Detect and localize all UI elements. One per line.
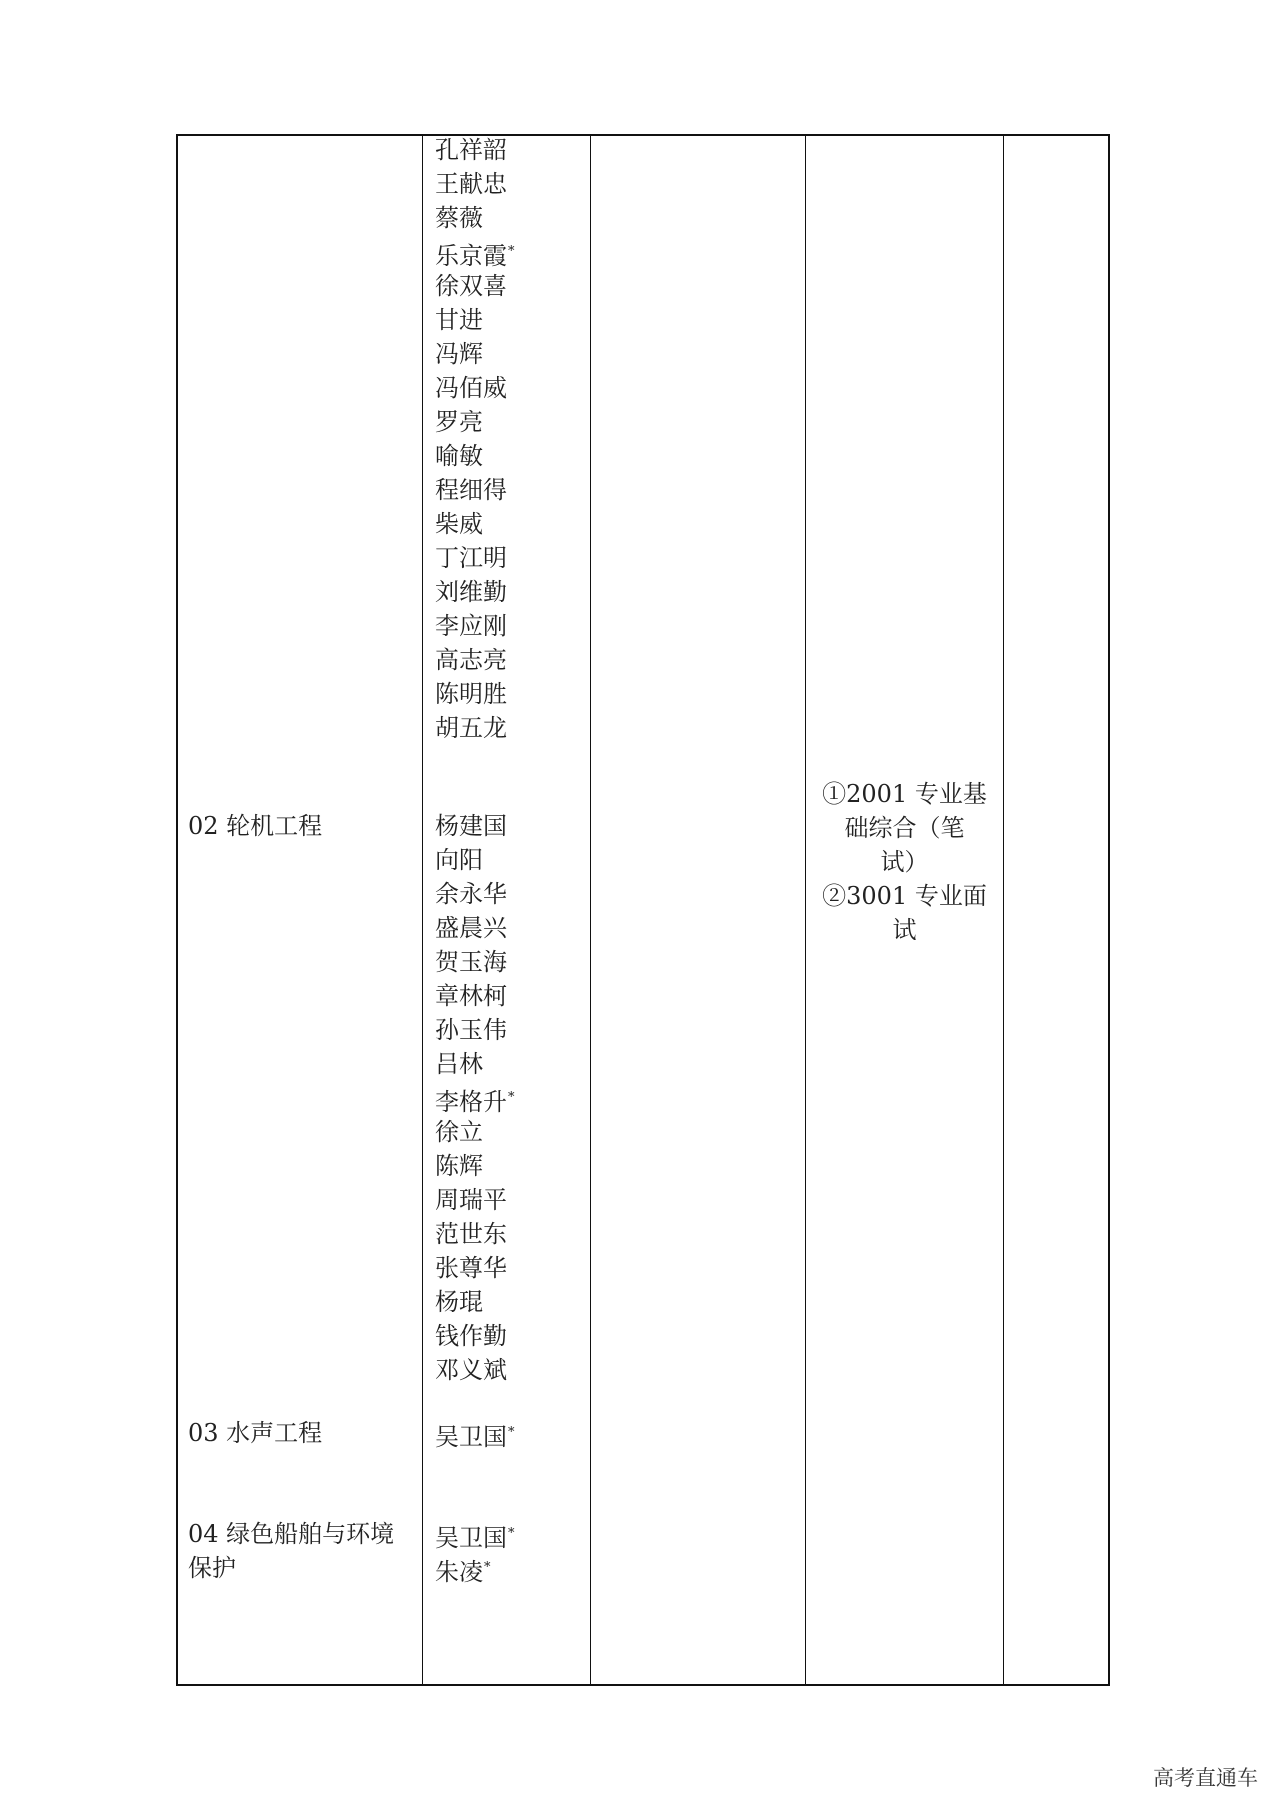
star-mark: * (508, 1090, 515, 1105)
supervisor-name: 杨琨 (435, 1288, 483, 1316)
supervisor-name: 蔡薇 (435, 204, 483, 232)
supervisor-name: 罗亮 (435, 408, 483, 436)
supervisor-name: 吴卫国* (435, 1423, 515, 1451)
supervisor-name: 甘进 (435, 306, 483, 334)
supervisor-name: 朱凌* (435, 1558, 491, 1586)
supervisor-name: 钱作勤 (435, 1322, 507, 1350)
supervisor-name: 章林柯 (435, 982, 507, 1010)
supervisor-list-3 (435, 1416, 515, 1450)
supervisor-name: 刘维勤 (435, 578, 507, 606)
exam-line: 试 (892, 916, 917, 944)
supervisor-name: 胡五龙 (435, 714, 507, 742)
supervisor-name: 陈明胜 (435, 680, 507, 708)
exam-line: 础综合（笔 (844, 814, 965, 842)
column-divider (1003, 136, 1004, 1684)
supervisor-name: 盛晨兴 (435, 914, 507, 942)
research-direction-02: 02 轮机工程 (188, 812, 323, 840)
exam-line: ①2001 专业基 (822, 780, 987, 808)
supervisor-name: 高志亮 (435, 646, 507, 674)
supervisor-name: 丁江明 (435, 544, 507, 572)
supervisor-name: 邓义斌 (435, 1356, 507, 1384)
research-direction-04 (188, 1517, 394, 1585)
star-mark: * (508, 1526, 515, 1541)
supervisor-list-2 (435, 809, 515, 1387)
supervisor-name: 孔祥韶 (435, 136, 507, 164)
supervisor-name: 余永华 (435, 880, 507, 908)
supervisor-name: 李应刚 (435, 612, 507, 640)
supervisor-name: 陈辉 (435, 1152, 483, 1180)
research-direction-03: 03 水声工程 (188, 1419, 323, 1447)
supervisor-name: 周瑞平 (435, 1186, 507, 1214)
exam-line: 试） (880, 848, 929, 876)
exam-line: ②3001 专业面 (822, 882, 987, 910)
supervisor-name: 王献忠 (435, 170, 507, 198)
supervisor-name: 喻敏 (435, 442, 483, 470)
supervisor-name: 徐立 (435, 1118, 483, 1146)
supervisor-name: 冯佰威 (435, 374, 507, 402)
program-table (176, 134, 1110, 1686)
star-mark: * (484, 1560, 491, 1575)
column-divider (422, 136, 423, 1684)
watermark-text: 高考直通车 (1153, 1766, 1258, 1790)
supervisor-name: 贺玉海 (435, 948, 507, 976)
supervisor-name: 范世东 (435, 1220, 507, 1248)
supervisor-name: 程细得 (435, 476, 507, 504)
supervisor-name: 孙玉伟 (435, 1016, 507, 1044)
supervisor-name: 向阳 (435, 846, 483, 874)
column-divider (590, 136, 591, 1684)
supervisor-name: 冯辉 (435, 340, 483, 368)
direction-line: 04 绿色船舶与环境 (188, 1520, 395, 1548)
supervisor-name: 徐双喜 (435, 272, 507, 300)
star-mark: * (508, 1425, 515, 1440)
supervisor-list-4 (435, 1517, 515, 1585)
supervisor-name: 柴威 (435, 510, 483, 538)
supervisor-name: 吕林 (435, 1050, 483, 1078)
exam-subjects (806, 777, 1003, 947)
supervisor-name: 杨建国 (435, 812, 507, 840)
supervisor-name: 张尊华 (435, 1254, 507, 1282)
star-mark: * (508, 244, 515, 259)
direction-line: 保护 (188, 1554, 236, 1582)
supervisor-name: 李格升* (435, 1088, 515, 1116)
supervisor-list-1 (435, 133, 515, 745)
supervisor-name: 吴卫国* (435, 1524, 515, 1552)
supervisor-name: 乐京霞* (435, 242, 515, 270)
